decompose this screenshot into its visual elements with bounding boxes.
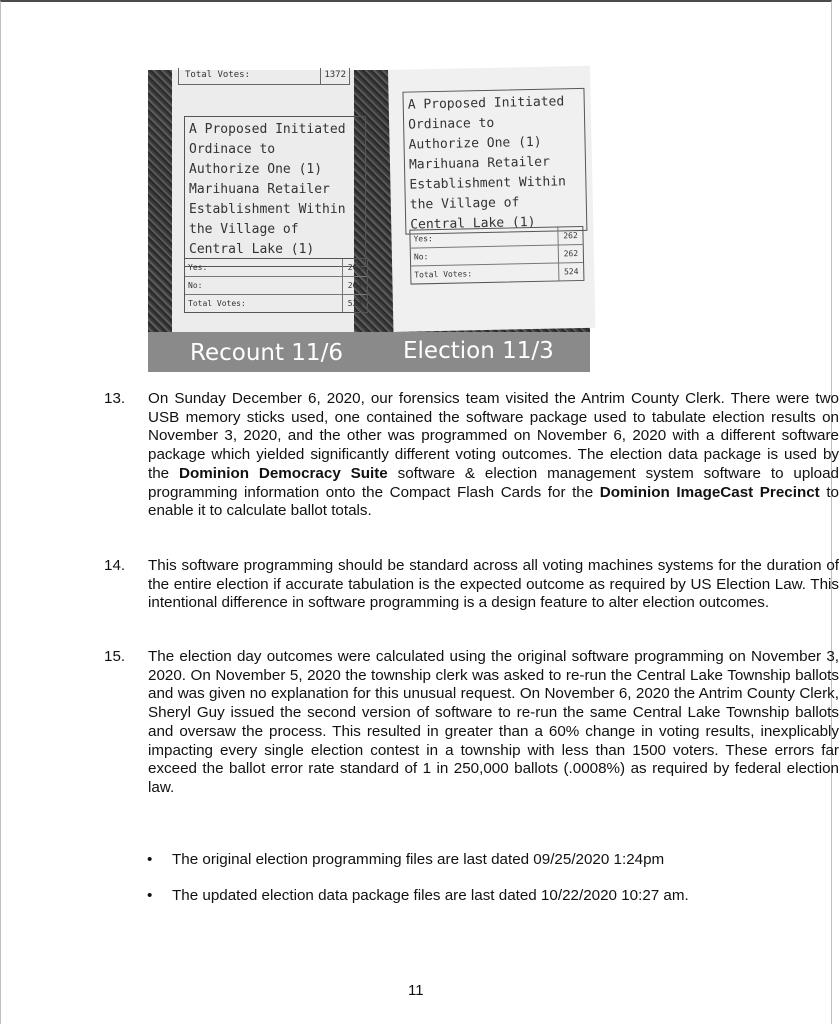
top-strip-value: 1372 [320, 68, 349, 84]
page-number: 11 [408, 982, 424, 999]
bullet-text: The original election programming files are last dated 09/25/2020 1:24pm [172, 851, 665, 868]
tally-value: 262 [558, 245, 583, 263]
bold-term: Dominion ImageCast Precinct [599, 483, 820, 501]
tally-label: Total Votes: [414, 269, 473, 280]
receipt-top-strip [178, 68, 350, 85]
top-strip-label: Total Votes: [185, 70, 251, 80]
tally-label: Yes: [188, 263, 208, 272]
ballot-receipts-photo [148, 70, 590, 372]
tally-label: No: [188, 281, 203, 290]
bullet-dot-icon: • [147, 887, 153, 904]
text-segment: On Sunday December 6, 2020, our forensics team visited the Antrim County Clerk. There were two USB memory sticks used, one contained the software package used to tabulate election results on November 3, 2020, and the other was programmed on November 6, 2020 with a different software package which yielded significantly different voting outcomes. The election data package is used by the [148, 390, 839, 482]
tally-table [184, 258, 368, 313]
receipt-election [388, 66, 595, 332]
tally-value: 262 [342, 259, 367, 276]
text-segment: to enable it to calculate ballot totals. [148, 483, 839, 520]
bold-term: Dominion Democracy Suite [178, 464, 388, 482]
contest-title: A Proposed Initiated Ordinace to Authorize One (1) Marihuana Retailer Establishment Within the Village of Central Lake (1) [402, 88, 587, 235]
paragraph-text [148, 390, 839, 521]
paragraph-number: 13. [104, 390, 126, 407]
tally-value: 524 [558, 263, 583, 281]
tally-label: Yes: [413, 234, 433, 244]
photo-caption-bar [148, 332, 590, 372]
bullet-dot-icon: • [147, 851, 153, 868]
tally-row-yes [185, 259, 367, 277]
bullet-text: The updated election data package files are last dated 10/22/2020 10:27 am. [172, 887, 689, 904]
tally-value: 523 [342, 295, 367, 312]
caption-recount: Recount 11/6 [190, 340, 343, 366]
paragraph-text: This software programming should be standard across all voting machines systems for the duration of the entire election if accurate tabulation is the expected outcome as required by US Election Law. This intentional difference in software programming is a design feature to alter election outcomes. [148, 557, 839, 612]
paragraph-text: The election day outcomes were calculated using the original software programming on November 3, 2020. On November 5, 2020 the township clerk was asked to re-run the Central Lake Township ballots and was given no explanation for this unusual request. On November 6, 2020 the Antrim County Clerk, Sheryl Guy issued the second version of software to re-run the same Central Lake Township ballots and oversaw the process. This resulted in greater than a 60% change in voting results, inexplicably impacting every single election contest in a township with less than 1500 voters. These errors far exceed the ballot error rate standard of 1 in 250,000 ballots (.0008%) as required by federal election law. [148, 648, 839, 796]
tally-label: Total Votes: [188, 299, 246, 308]
tally-row-no [185, 277, 367, 295]
paragraph-number: 15. [104, 648, 126, 665]
text-segment: software & election management system software to upload programming information onto the Compact Flash Cards for the [148, 464, 839, 501]
tally-value: 262 [557, 227, 582, 245]
tally-table [409, 226, 584, 285]
tally-label: No: [413, 252, 429, 262]
paragraph-number: 14. [104, 557, 126, 574]
receipt-recount [172, 70, 363, 332]
tally-row-total [411, 263, 583, 284]
tally-row-total [185, 295, 367, 312]
contest-title: A Proposed Initiated Ordinace to Authorize One (1) Marihuana Retailer Establishment Within the Village of Central Lake (1) [184, 116, 366, 267]
caption-election: Election 11/3 [403, 338, 554, 364]
tally-value: 261 [342, 277, 367, 294]
